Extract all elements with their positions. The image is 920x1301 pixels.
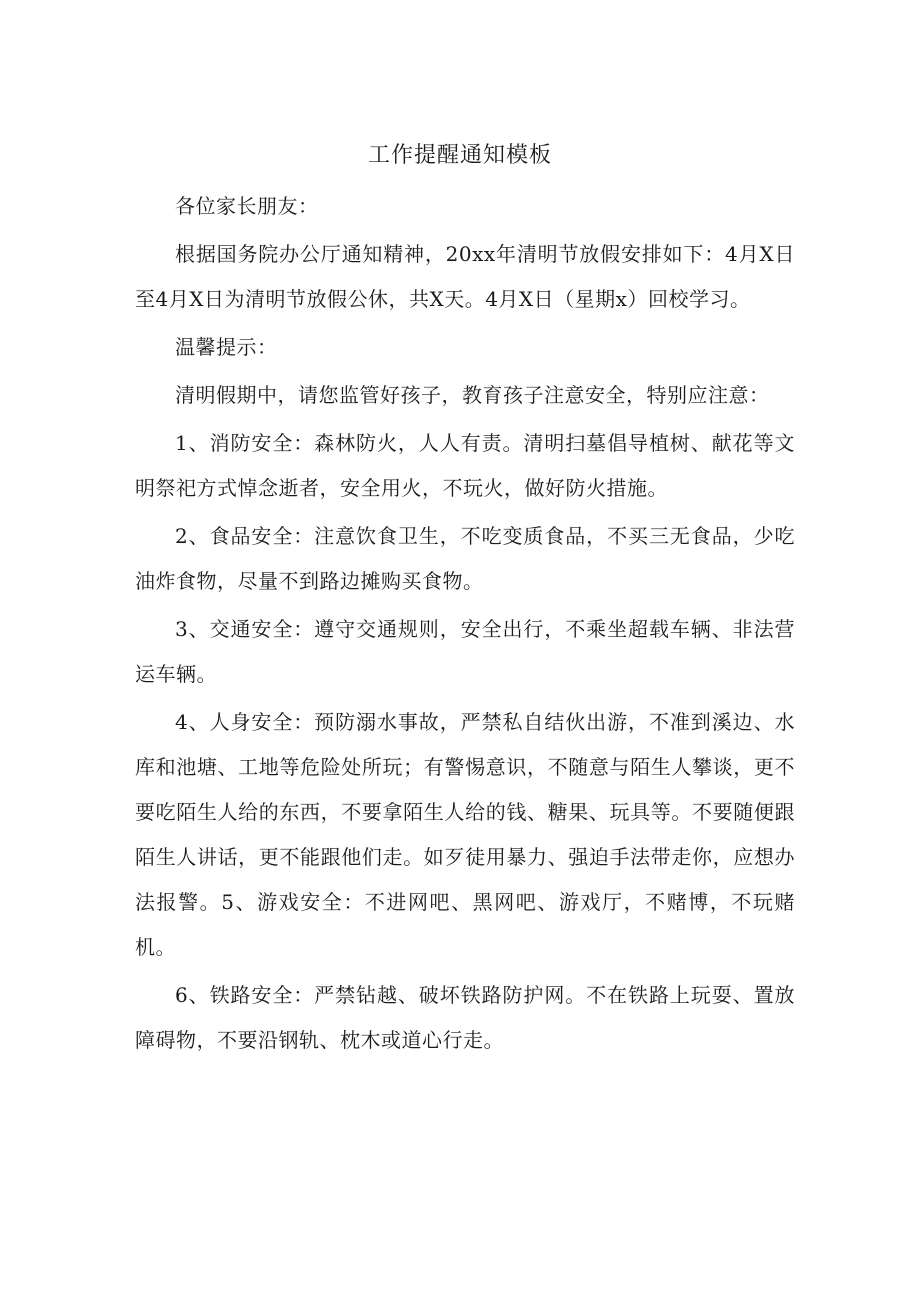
safety-item-fire: 1、消防安全：森林防火，人人有责。清明扫墓倡导植树、献花等文明祭祀方式悼念逝者，安全用火，不玩火，做好防火措施。: [135, 431, 795, 500]
safety-item-personal: 4、人身安全：预防溺水事故，严禁私自结伙出游，不准到溪边、水库和池塘、工地等危险处所玩；有警惕意识，不随意与陌生人攀谈，更不要吃陌生人给的东西，不要拿陌生人给的钱、糖果、玩具等。不要随便跟陌生人讲话，更不能跟他们走。如歹徒用暴力、强迫手法带走你，应想办法报警。5、游戏安全：不进网吧、黑网吧、游戏厅，不赌博，不玩赌机。: [135, 710, 795, 959]
document-title: 工作提醒通知模板: [367, 143, 552, 168]
safety-item-railway: 6、铁路安全：严禁钻越、破坏铁路防护网。不在铁路上玩耍、置放障碍物，不要沿钢轨、枕木或道心行走。: [135, 983, 795, 1052]
tips-intro: 清明假期中，请您监管好孩子，教育孩子注意安全，特别应注意：: [175, 383, 770, 407]
tips-heading: 温馨提示：: [175, 335, 278, 359]
safety-item-food: 2、食品安全：注意饮食卫生，不吃变质食品，不买三无食品，少吃油炸食物，尽量不到路边摊购买食物。: [135, 524, 795, 593]
holiday-announcement: 根据国务院办公厅通知精神，20xx年清明节放假安排如下：4月X日至4月X日为清明节放假公休，共X天。4月X日（星期x）回校学习。: [135, 242, 795, 311]
safety-item-traffic: 3、交通安全：遵守交通规则，安全出行，不乘坐超载车辆、非法营运车辆。: [135, 617, 795, 686]
document-body: [135, 184, 795, 1066]
greeting: 各位家长朋友：: [175, 194, 319, 218]
